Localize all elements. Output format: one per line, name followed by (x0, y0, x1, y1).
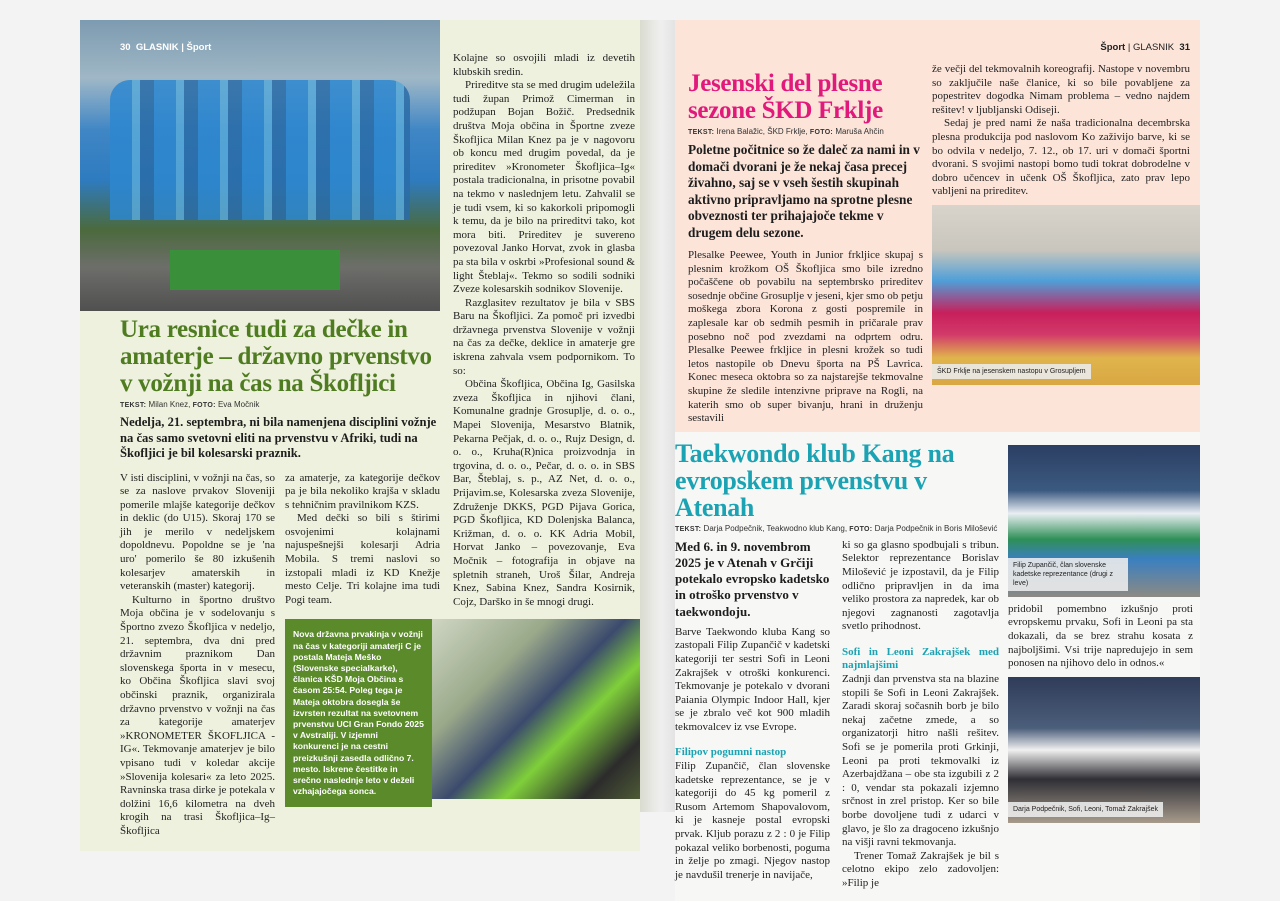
podium (170, 250, 340, 290)
cyclists-figures (110, 80, 410, 220)
byline-label: TEKST: (120, 402, 147, 409)
right-page-dance-section (675, 20, 1200, 432)
dance-column-2 (932, 63, 1190, 199)
byline-author: Irena Balažic, ŠKD Frklje, (716, 127, 808, 136)
taekwondo-columns (675, 539, 1005, 891)
paragraph: Kolajne so osvojili mladi iz devetih klubskih sredin. (453, 52, 635, 78)
subheading-sofi-leoni: Sofi in Leoni Zakrajšek med najmlajšimi (842, 645, 999, 672)
byline-photographer: Eva Močnik (217, 400, 260, 409)
byline-taekwondo (675, 524, 1000, 535)
spine-gutter (640, 20, 675, 812)
paragraph: Filip Zupančič, član slovenske kadetske reprezentance, se je v kategoriji do 45 kg pomeril z Rusom Artemom Shapovalovom, ki je kasneje postal evropski prvak. Kljub porazu z 2 : 0 je Filip pokazal veliko borbenosti, poguma in želje po zmagi. Njegov nastop je navdušil trenerje in navijače, (675, 760, 830, 881)
byline-author: Darja Podpečnik, Teakwodno klub Kang, (703, 523, 848, 533)
cycling-column-3-wrap (440, 20, 640, 809)
paragraph: za amaterje, za kategorije dečkov pa je bila nekoliko krajša v skladu s tehničnim pravilnikom KZS. (285, 471, 440, 511)
byline-photo-label: FOTO: (192, 402, 216, 409)
lead-dance: Poletne počitnice so že daleč za nami in v domači dvorani je že nekaj časa precej živahno, saj se v vseh šestih skupinah aktivno pripravljamo na sprotne plesne obveznosti ter prihajajoče tekme v drugem delu sezone. (688, 142, 920, 240)
cycling-columns (120, 472, 440, 839)
paragraph: Prireditve sta se med drugim udeležila tudi župan Primož Cimerman in podžupan Bojan Božič. Predsednik društva Moja občina in Športne zveze Škofljica Milan Knez pa je v nagovoru ob koncu med drugim povedal, da je prireditev »Kronometer Škofljica–Ig« postala tradicionalna, in prisotne povabil na tekmo v naslednjem letu. Zahvalil se je tudi vsem, ki so kakorkoli pripomogli k temu, da je bilo na prireditvi tako, kot mora biti. Prireditev je suvereno povezoval Janko Horvat, zvok in glasba pa sta bila v oskrbi »Profesional sound & light Šteblaj«. Tekmo so sodili sodniki Zveze kolesarskih sodnikov Slovenije. (453, 79, 635, 296)
subheading-filip: Filipov pogumni nastop (675, 746, 787, 759)
taekwondo-column-3 (1008, 603, 1193, 671)
cycling-column-2 (285, 472, 440, 608)
page-folio-left: 30 GLASNIK | Šport (120, 42, 212, 53)
dance-group-photo (932, 205, 1200, 385)
byline-photographer: Maruša Ahčin (835, 127, 884, 136)
taekwondo-column-1 (675, 626, 830, 883)
taekwondo-column-2 (842, 539, 999, 891)
paragraph: Občina Škofljica, Občina Ig, Gasilska zveza Škofljica in njihovi člani, Komunalne gradnje Grosuplje, d. o. o., Mapei Slovenija, Mesarstvo Blatnik, Pekarna Pečjak, d. o. o., Rujz Design, d. o. o., Kruha(R)nica proizvodnja in trgovina, d. o. o., Pečar, d. o. o. in SBS Bar, Šteblaj, s. p., AZ Net, d. o. o., Prijavim.se, Kolesarska zveza Slovenije, Združenje DKKS, PGD Pijava Gorica, PGD Škofljica, KD Dolenjska Balanca, Križman, d. o. o. KK Adria Mobil, Horvat Janko – povezovanje, Eva Močnik – fotografija in objave na spletnih straneh, Uroš Šilar, Andreja Knez, Sabina Knez, Sandra Kosirnik, Cojz, Darško in še mnogi drugi. (453, 378, 635, 608)
taekwondo-column-1-wrap (675, 539, 830, 883)
article-title-cycling: Ura resnice tudi za dečke in amaterje – državno prvenstvo v vožnji na čas na Škofljici (120, 316, 432, 397)
taekwondo-team-photo (1008, 445, 1200, 597)
paragraph: V isti disciplini, v vožnji na čas, so se za naslove prvakov Sloveniji pomerile mlajše kategorije dečkov in deklic (do U15). Skoraj 170 se jih je merilo v nedeljskem dopoldnevu. Popoldne se je 'na uro' pomerilo še 80 izkušenih kolesarjev amaterskih in veteranskih (master) kategorij. (120, 471, 275, 593)
article-title-taekwondo: Taekwondo klub Kang na evropskem prvenstvu v Atenah (675, 438, 955, 522)
byline-cycling (120, 400, 440, 411)
dance-right-column (932, 20, 1200, 426)
paragraph: Barve Taekwondo kluba Kang so zastopali Filip Zupančič v kadetski kategoriji ter sestri Sofi in Leoni Zakrajšek v otroški konkurenci. Tekmovanje je potekalo v dvorani Paiania Olympic Indoor Hall, kjer se je zbralo več kot 900 mladih tekmovalcev iz vse Evrope. (675, 625, 830, 733)
article-title-dance: Jesenski del plesne sezone ŠKD Frklje (688, 70, 883, 124)
cycling-column-1 (120, 472, 275, 839)
paragraph: Med dečki so bili s štirimi osvojenimi kolajnami najuspešnejši kolesarji Adria Mobila. S tremi naslovi so izstopali mladi iz KD Knežje mesto Celje. Tri kolajne ima tudi Pogi team. (285, 512, 440, 606)
byline-author: Milan Knez, (148, 400, 191, 409)
paragraph: Razglasitev rezultatov je bila v SBS Baru na Škofljici. Za pomoč pri izvedbi državnega prvenstva Slovenije v vožnji na čas za dečke, deklice in amaterje gre iskrena zahvala vsem podpornikom. To so: (453, 296, 635, 377)
cycling-podium-photo (80, 20, 440, 311)
taekwondo-photo1-caption: Filip Zupančič, član slovenske kadetske reprezentance (drugi z leve) (1008, 558, 1128, 591)
paragraph: pridobil pomembno izkušnjo proti evropskemu prvaku, Sofi in Leoni pa sta dokazali, da se brez strahu kosata z najboljšimi. Vsi trije napredujejo in sem ponosen na njihovo delo in odnos.« (1008, 602, 1193, 670)
dance-photo-caption: ŠKD Frklje na jesenskem nastopu v Grosupljem (932, 364, 1091, 379)
dance-column-1 (688, 249, 923, 426)
cycling-column-3 (453, 52, 635, 609)
section-name: Šport (186, 42, 212, 53)
taekwondo-photo2-caption: Darja Podpečnik, Sofi, Leoni, Tomaž Zakrajšek (1008, 802, 1163, 817)
magazine-name: GLASNIK (135, 42, 179, 53)
cycling-article (80, 311, 440, 851)
paragraph: Kulturno in športno društvo Moja občina je v sodelovanju s Športno zvezo Škofljica v nedeljo, 21. septembra, dva dni pred državnim praznikom Dan slovenskega športa in v mesecu, ko Občina Škofljica slavi svoj občinski praznik, organizirala državno prvenstvo v vožnji na čas za kategorije amaterjev »KRONOMETER ŠKOFLJICA - IG«. Tekmovanje amaterjev je bilo vpisano tudi v koledar akcije »Slovenija kolesari« za leto 2025. Ravninska trasa dirke je potekala v dolžini 16,6 kilometra na dveh krogih na trasi Škofljica–Ig–Škofljica (120, 593, 275, 837)
paragraph: Trener Tomaž Zakrajšek je bil s celotno ekipo zelo zadovoljen: »Filip je (842, 849, 999, 889)
paragraph: Sedaj je pred nami že naša tradicionalna decembrska plesna produkcija pod naslovom Ko zaživijo barve, ki se bo odvila v nedeljo, 7. 12., ob 17. uri v domači športni dvorani. S svojimi nastopi bomo tudi tokrat dobrodelne v dobro učencev in učenk OŠ Škofljica, zato prav lepo vabljeni na prireditev. (932, 117, 1190, 198)
cyclists-race-photo (432, 619, 640, 799)
page-number: 31 (1179, 42, 1190, 53)
taekwondo-coach-photo (1008, 677, 1200, 823)
left-page-main-area (80, 20, 440, 851)
page-folio-right: Šport | GLASNIK 31 (1100, 42, 1190, 53)
paragraph: že večji del tekmovalnih koreografij. Nastope v novembru so zaključile naše članice, ki so bile povabljene za popestritev dogodka Nimam problema – vedno najdem rešitev! v ljubljanski Odiseji. (932, 63, 1190, 116)
byline-label: TEKST: (688, 129, 715, 136)
right-page (675, 20, 1200, 901)
sidebox-mateja-mesko: Nova državna prvakinja v vožnji na čas v kategoriji amaterji C je postala Mateja Meško (Slovenske specialkarke), članica KŠD Moja Občina s časom 25:54. Poleg tega je Mateja oktobra dosegla še izvrsten rezultat na svetovnem prvenstvu UCI Gran Fondo 2025 v Avstraliji. V izjemni konkurenci je na cestni preizkušnji zasedla odlično 7. mesto. Iskrene čestitke in srečno naslednje leto v deželi vzhajajočega sonca. (285, 619, 432, 807)
paragraph: ki so ga glasno spodbujali s tribun. Selektor reprezentance Borislav Milošević je izpostavil, da je Filip odlično pripravljen in da ima veliko prostora za napredek, kar ob njegovi zagnanosti zagotavlja svetlo prihodnost. (842, 538, 999, 633)
byline-photo-label: FOTO: (809, 129, 834, 136)
paragraph: Plesalke Peewee, Youth in Junior frkljice skupaj s plesnim krožkom OŠ Škofljica smo bile izredno počaščene ob povabilu na septembrsko prireditev sosednje občine Grosuplje v jeseni, kjer smo ob petju moškega zbora Korona z gosti pospremile in zaplesale kar ob sedmih pesmih in pričarale prav posebno noč pod zvezdami na odprtem odru. Plesalke Peewee frkljice in plesni krožek so tudi letos nastopile ob Dnevu športa na PŠ Lavrica. Konec meseca oktobra so za najstarejše tekmovalne skupine že sledile intenzivne priprave na Rogli, na katerih smo ob super bivanju, hrani in druženju sestavili (688, 249, 923, 425)
taekwondo-right-column (1008, 440, 1200, 891)
left-page (80, 20, 640, 851)
magazine-name: GLASNIK (1132, 42, 1175, 53)
taekwondo-main-area (675, 440, 1005, 891)
dance-left-column (688, 20, 923, 426)
lead-cycling: Nedelja, 21. septembra, ni bila namenjena disciplini vožnje na čas samo svetovni eliti na prvenstvu v Afriki, tudi na Škofljici je bil kolesarski praznik. (120, 415, 437, 460)
cycling-column-2-wrap (285, 472, 440, 808)
byline-photo-label: FOTO: (849, 525, 873, 533)
byline-dance (688, 127, 923, 138)
lead-taekwondo: Med 6. in 9. novembrom 2025 je v Atenah v Grčiji potekalo evropsko kadetsko in otroško prvenstvo v taekwondoju. (675, 538, 830, 619)
byline-label: TEKST: (675, 525, 702, 533)
page-number: 30 (120, 42, 131, 53)
right-page-taekwondo-section (675, 432, 1200, 901)
paragraph: Zadnji dan prvenstva sta na blazine stopili še Sofi in Leoni Zakrajšek. Zaradi skoraj sočasnih borb je bilo nekaj začetne zmede, a so organizatorji hitro našli rešitev. Sofi se je pomerila proti Grkinji, Leoni pa proti tekmovalki iz Azerbajdžana – obe sta izgubili z 2 : 0, vendar sta pokazali izjemno srčnost in zrel pristop. Ker so bile borbe dovoljene tudi z udarci v glavo, je šlo za dragoceno izkušnjo na višji ravni tekmovanja. (842, 673, 999, 849)
byline-photographer: Darja Podpečnik in Boris Milošević (874, 523, 998, 533)
section-name: Šport (1100, 42, 1126, 53)
